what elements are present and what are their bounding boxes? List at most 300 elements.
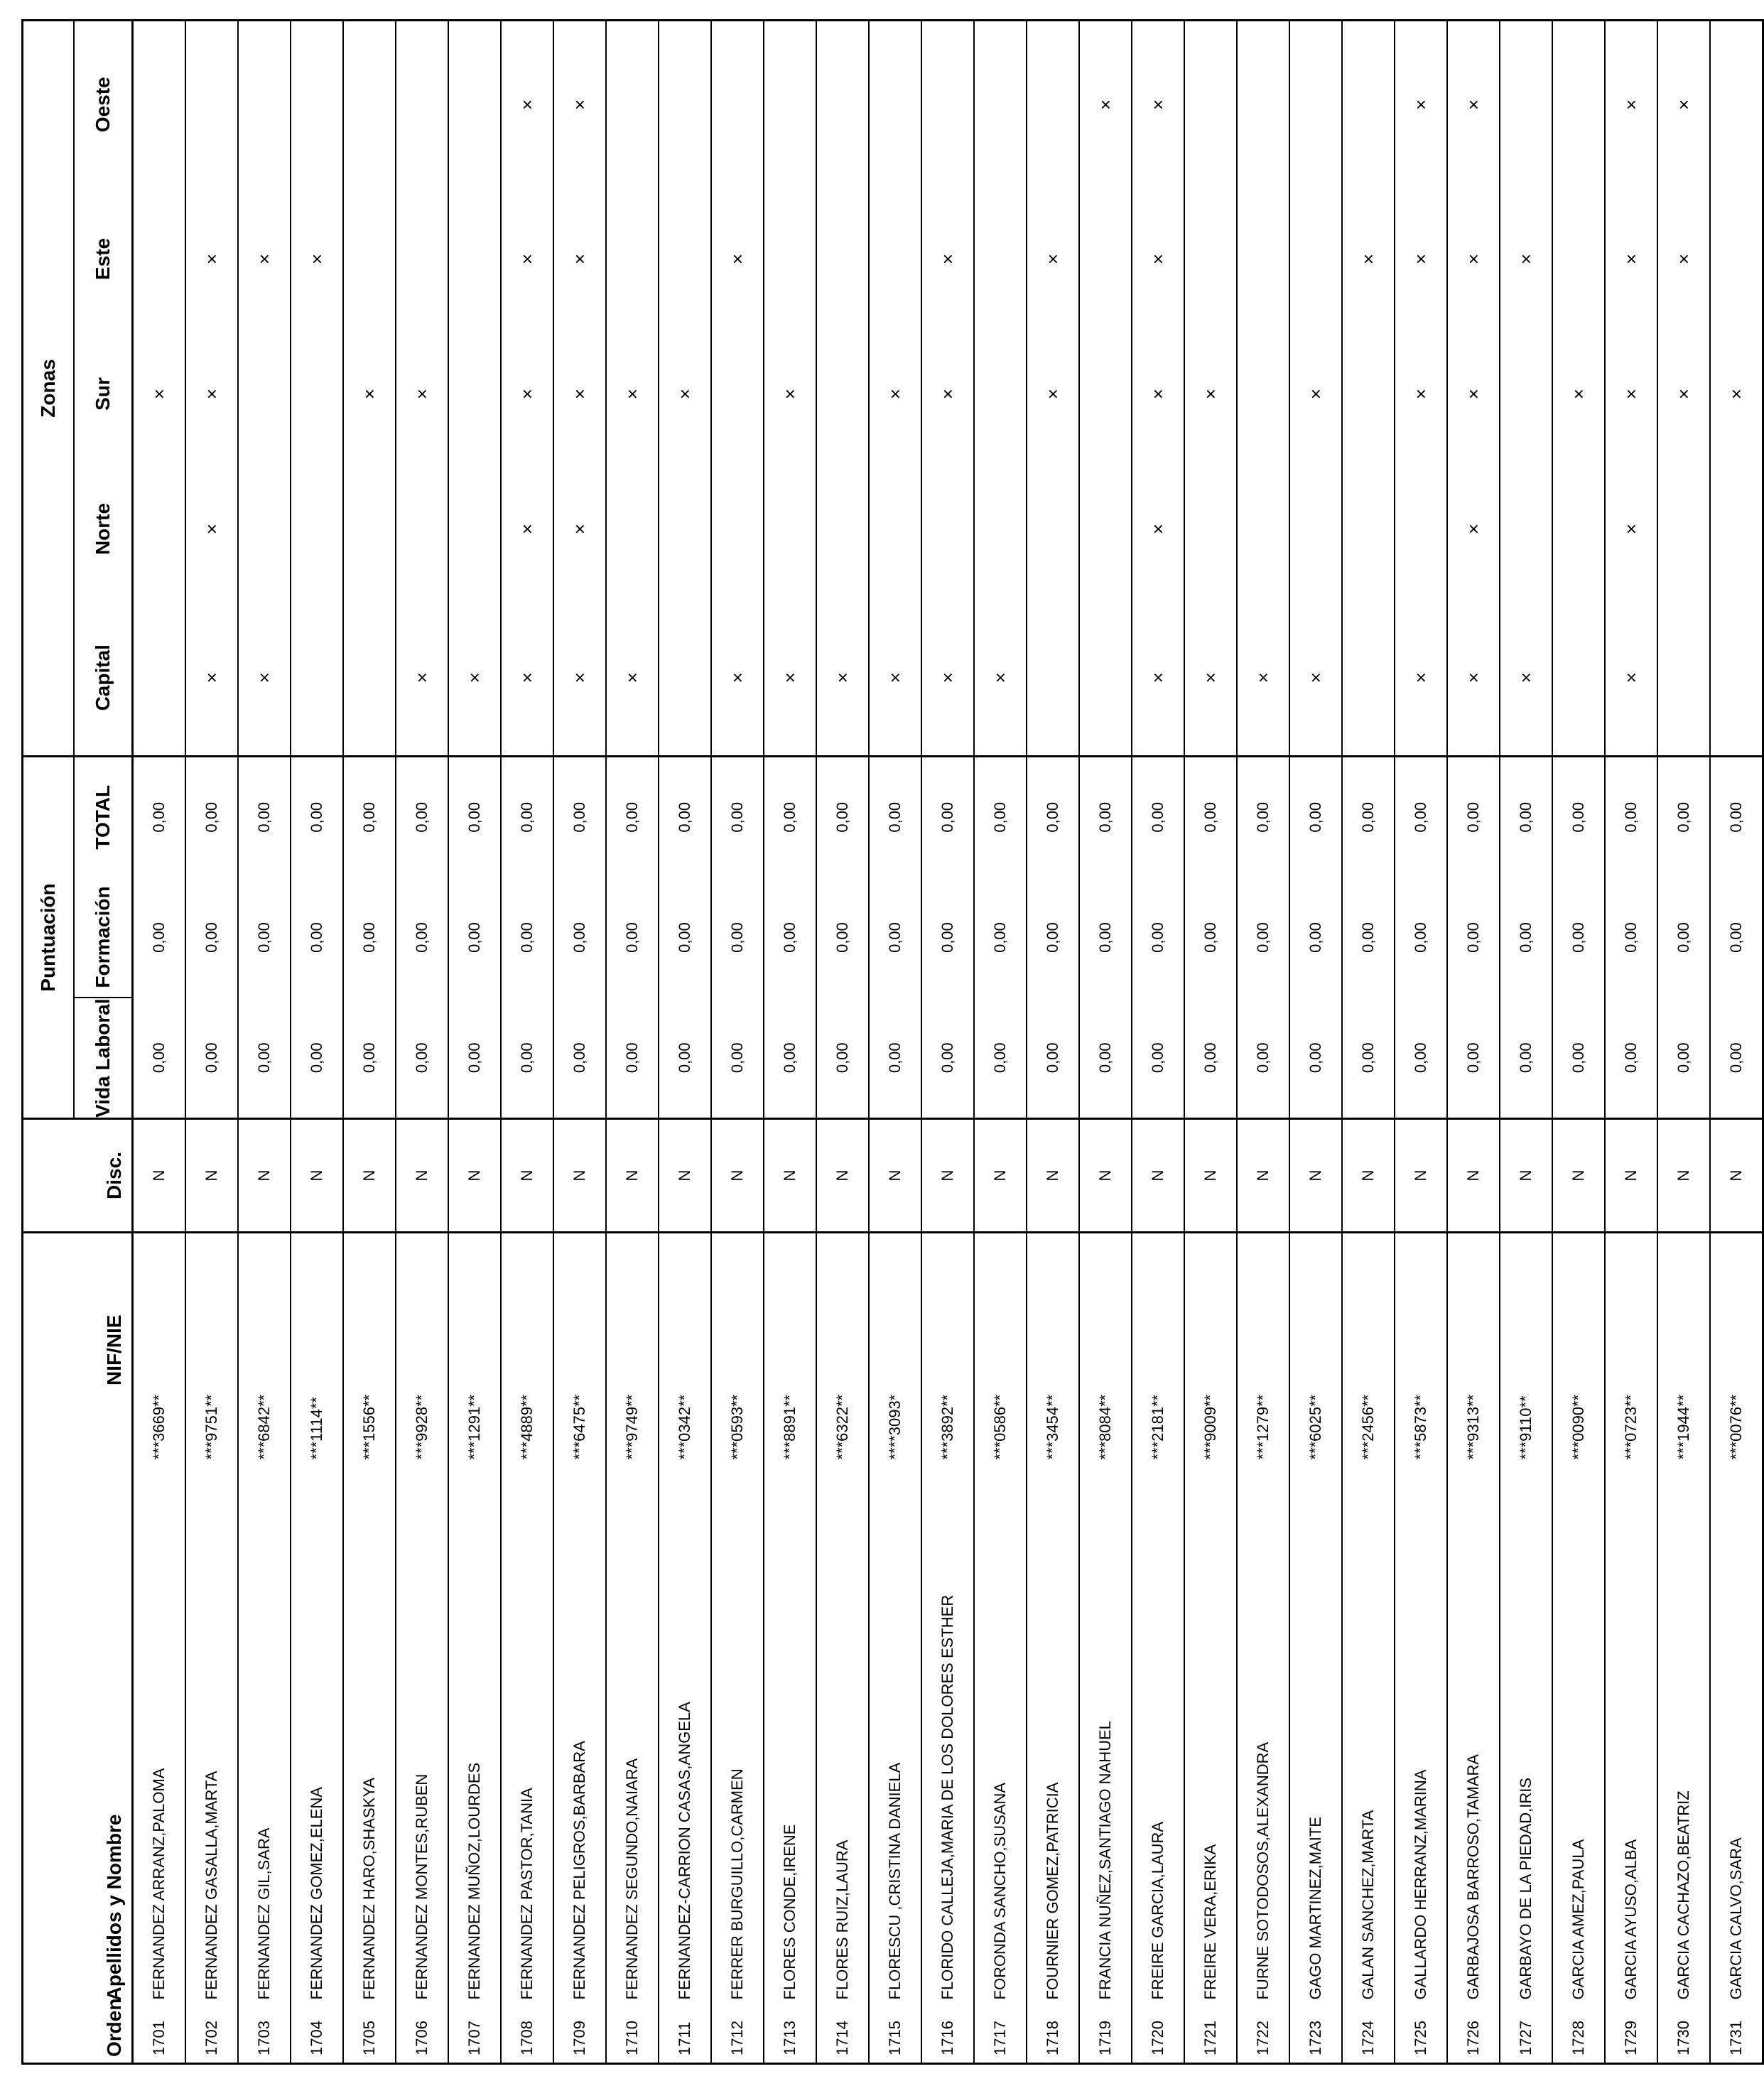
cell-nif: ***6475** [553,1233,606,1467]
cell-nif: ***9110** [1500,1233,1552,1467]
cell-sur: × [1395,330,1447,458]
cell-total: 0,00 [869,756,921,877]
cell-orden: 1714 [816,2007,869,2064]
cell-vida-laboral: 0,00 [1184,998,1237,1119]
cell-sur: × [185,330,238,458]
cell-disc: N [764,1119,816,1233]
cell-nif: ***1279** [1237,1233,1289,1467]
cell-formacion: 0,00 [291,877,343,998]
table-row [448,20,501,2063]
cell-este: × [1447,188,1500,330]
cell-norte: × [1447,458,1500,600]
cell-orden: 1731 [1710,2007,1763,2064]
cell-formacion: 0,00 [1132,877,1184,998]
cell-disc: N [1657,1119,1710,1233]
cell-nombre: FRANCIA NUÑEZ,SANTIAGO NAHUEL [1079,1467,1132,2007]
cell-norte [1710,458,1763,600]
cell-nif: ***9751** [185,1233,238,1467]
cell-nombre: GARCIA CALVO,SARA [1710,1467,1763,2007]
cell-este [1079,188,1132,330]
cell-norte: × [1605,458,1657,600]
cell-orden: 1718 [1027,2007,1079,2064]
cell-nif: ***3892** [921,1233,974,1467]
cell-vida-laboral: 0,00 [501,998,553,1119]
cell-sur: × [1710,330,1763,458]
cell-formacion: 0,00 [1342,877,1395,998]
cell-disc: N [1605,1119,1657,1233]
cell-sur: × [343,330,396,458]
cell-este [974,188,1027,330]
cell-total: 0,00 [238,756,291,877]
cell-capital: × [1605,600,1657,756]
cell-oeste: × [1657,20,1710,188]
cell-norte [448,458,501,600]
cell-nombre: FERRER BURGUILLO,CARMEN [711,1467,764,2007]
cell-vida-laboral: 0,00 [1447,998,1500,1119]
cell-total: 0,00 [659,756,711,877]
cell-oeste: × [1079,20,1132,188]
cell-capital: × [1447,600,1500,756]
cell-capital [133,600,186,756]
cell-vida-laboral: 0,00 [185,998,238,1119]
cell-nif: ***5873** [1395,1233,1447,1467]
cell-capital: × [396,600,448,756]
cell-sur: × [501,330,553,458]
cell-disc: N [1500,1119,1552,1233]
cell-disc: N [1184,1119,1237,1233]
cell-este: × [185,188,238,330]
cell-vida-laboral: 0,00 [1289,998,1342,1119]
cell-capital: × [606,600,659,756]
cell-norte [974,458,1027,600]
cell-vida-laboral: 0,00 [921,998,974,1119]
cell-sur [1079,330,1132,458]
cell-formacion: 0,00 [553,877,606,998]
header-orden: Orden [23,2007,133,2064]
cell-norte [1289,458,1342,600]
cell-nombre: GARCIA AMEZ,PAULA [1552,1467,1605,2007]
cell-nif: ***3454** [1027,1233,1079,1467]
cell-vida-laboral: 0,00 [1710,998,1763,1119]
cell-este: × [291,188,343,330]
table-row [1552,20,1605,2063]
cell-total: 0,00 [185,756,238,877]
cell-sur [1237,330,1289,458]
cell-disc: N [238,1119,291,1233]
cell-formacion: 0,00 [396,877,448,998]
cell-oeste [869,20,921,188]
cell-total: 0,00 [1079,756,1132,877]
cell-este: × [711,188,764,330]
table-row [291,20,343,2063]
cell-vida-laboral: 0,00 [659,998,711,1119]
cell-disc: N [448,1119,501,1233]
cell-capital: × [238,600,291,756]
cell-vida-laboral: 0,00 [1342,998,1395,1119]
table-row [185,20,238,2063]
cell-capital [343,600,396,756]
table-row [396,20,448,2063]
cell-oeste [816,20,869,188]
cell-vida-laboral: 0,00 [396,998,448,1119]
cell-vida-laboral: 0,00 [553,998,606,1119]
cell-norte [1657,458,1710,600]
cell-oeste [1237,20,1289,188]
cell-vida-laboral: 0,00 [448,998,501,1119]
cell-formacion: 0,00 [501,877,553,998]
cell-total: 0,00 [553,756,606,877]
cell-orden: 1704 [291,2007,343,2064]
cell-nombre: GARCIA AYUSO,ALBA [1605,1467,1657,2007]
cell-oeste: × [1132,20,1184,188]
table-row [553,20,606,2063]
cell-orden: 1719 [1079,2007,1132,2064]
cell-nombre: FERNANDEZ PELIGROS,BARBARA [553,1467,606,2007]
cell-formacion: 0,00 [606,877,659,998]
cell-formacion: 0,00 [185,877,238,998]
cell-disc: N [501,1119,553,1233]
cell-disc: N [553,1119,606,1233]
cell-orden: 1703 [238,2007,291,2064]
cell-sur: × [1289,330,1342,458]
table-row [1342,20,1395,2063]
cell-disc: N [396,1119,448,1233]
cell-nombre: FERNANDEZ SEGUNDO,NAIARA [606,1467,659,2007]
cell-formacion: 0,00 [1500,877,1552,998]
cell-este [1184,188,1237,330]
header-apellidos: Apellidos y Nombre [23,1467,133,2007]
cell-orden: 1701 [133,2007,186,2064]
cell-disc: N [606,1119,659,1233]
table-row [764,20,816,2063]
cell-oeste: × [1605,20,1657,188]
cell-orden: 1728 [1552,2007,1605,2064]
cell-nif: ***9749** [606,1233,659,1467]
cell-nif: ***0723** [1605,1233,1657,1467]
cell-orden: 1724 [1342,2007,1395,2064]
header-sur: Sur [74,330,133,458]
table-row [921,20,974,2063]
cell-nombre: FLORIDO CALLEJA,MARIA DE LOS DOLORES ESTHER [921,1467,974,2007]
cell-vida-laboral: 0,00 [343,998,396,1119]
cell-orden: 1707 [448,2007,501,2064]
cell-total: 0,00 [1395,756,1447,877]
cell-nombre: GARCIA CACHAZO,BEATRIZ [1657,1467,1710,2007]
cell-sur [816,330,869,458]
cell-total: 0,00 [711,756,764,877]
cell-orden: 1715 [869,2007,921,2064]
cell-este: × [921,188,974,330]
cell-sur: × [1552,330,1605,458]
cell-este [396,188,448,330]
cell-oeste [396,20,448,188]
cell-total: 0,00 [1447,756,1500,877]
cell-formacion: 0,00 [974,877,1027,998]
cell-sur: × [1027,330,1079,458]
cell-formacion: 0,00 [1395,877,1447,998]
cell-total: 0,00 [1289,756,1342,877]
cell-nombre: FERNANDEZ HARO,SHASKYA [343,1467,396,2007]
table-row [711,20,764,2063]
cell-este: × [1395,188,1447,330]
cell-disc: N [343,1119,396,1233]
cell-vida-laboral: 0,00 [1027,998,1079,1119]
cell-sur: × [1605,330,1657,458]
header-puntuacion: Puntuación [23,756,75,1118]
cell-nif: ***1556** [343,1233,396,1467]
header-zonas: Zonas [23,20,75,756]
cell-formacion: 0,00 [764,877,816,998]
cell-oeste [1342,20,1395,188]
cell-total: 0,00 [501,756,553,877]
cell-nif: ***4889** [501,1233,553,1467]
cell-norte [869,458,921,600]
cell-este [659,188,711,330]
cell-este [1552,188,1605,330]
cell-nombre: FERNANDEZ MONTES,RUBEN [396,1467,448,2007]
cell-oeste [1710,20,1763,188]
cell-sur [238,330,291,458]
cell-disc: N [1395,1119,1447,1233]
cell-sur: × [606,330,659,458]
cell-oeste [1289,20,1342,188]
cell-capital [1342,600,1395,756]
cell-este [1710,188,1763,330]
cell-norte [396,458,448,600]
cell-vida-laboral: 0,00 [764,998,816,1119]
table-row [238,20,291,2063]
cell-capital: × [816,600,869,756]
cell-formacion: 0,00 [343,877,396,998]
table-row [501,20,553,2063]
cell-vida-laboral: 0,00 [1500,998,1552,1119]
cell-nif: ***6842** [238,1233,291,1467]
table-row [869,20,921,2063]
cell-orden: 1717 [974,2007,1027,2064]
cell-norte [1395,458,1447,600]
cell-nombre: FORONDA SANCHO,SUSANA [974,1467,1027,2007]
cell-nombre: GALAN SANCHEZ,MARTA [1342,1467,1395,2007]
cell-nif: ***6025** [1289,1233,1342,1467]
cell-capital [1079,600,1132,756]
cell-nif: ***0090** [1552,1233,1605,1467]
cell-vida-laboral: 0,00 [974,998,1027,1119]
cell-oeste [238,20,291,188]
cell-oeste [764,20,816,188]
cell-vida-laboral: 0,00 [711,998,764,1119]
cell-nif: ***0586** [974,1233,1027,1467]
table-row [133,20,186,2063]
cell-este [1237,188,1289,330]
cell-sur [291,330,343,458]
cell-capital: × [921,600,974,756]
cell-nif: ****3093* [869,1233,921,1467]
cell-orden: 1730 [1657,2007,1710,2064]
cell-sur: × [1657,330,1710,458]
cell-oeste [133,20,186,188]
cell-nif: ***0342** [659,1233,711,1467]
cell-orden: 1713 [764,2007,816,2064]
cell-vida-laboral: 0,00 [816,998,869,1119]
cell-nombre: GAGO MARTINEZ,MAITE [1289,1467,1342,2007]
cell-sur: × [764,330,816,458]
cell-este: × [1132,188,1184,330]
table-row [606,20,659,2063]
cell-sur: × [396,330,448,458]
cell-este: × [553,188,606,330]
cell-orden: 1723 [1289,2007,1342,2064]
cell-capital [1027,600,1079,756]
table-row [1657,20,1710,2063]
cell-capital [659,600,711,756]
cell-disc: N [1027,1119,1079,1233]
cell-total: 0,00 [764,756,816,877]
cell-disc: N [1342,1119,1395,1233]
cell-orden: 1726 [1447,2007,1500,2064]
table-row [1079,20,1132,2063]
cell-disc: N [1710,1119,1763,1233]
cell-disc: N [1552,1119,1605,1233]
cell-capital: × [185,600,238,756]
cell-formacion: 0,00 [1237,877,1289,998]
cell-este: × [501,188,553,330]
cell-nombre: FERNANDEZ PASTOR,TANIA [501,1467,553,2007]
cell-total: 0,00 [1657,756,1710,877]
cell-este [1289,188,1342,330]
cell-oeste: × [501,20,553,188]
cell-disc: N [659,1119,711,1233]
cell-nif: ***1291** [448,1233,501,1467]
cell-vida-laboral: 0,00 [1605,998,1657,1119]
cell-norte [1184,458,1237,600]
header-norte: Norte [74,458,133,600]
cell-disc: N [185,1119,238,1233]
cell-este [816,188,869,330]
cell-este [343,188,396,330]
cell-nombre: FREIRE VERA,ERIKA [1184,1467,1237,2007]
cell-norte [1500,458,1552,600]
table-row [343,20,396,2063]
cell-nombre: FERNANDEZ GASALLA,MARTA [185,1467,238,2007]
cell-sur [1342,330,1395,458]
cell-nombre: FERNANDEZ GIL,SARA [238,1467,291,2007]
cell-norte [1342,458,1395,600]
header-oeste: Oeste [74,20,133,188]
cell-nif: ***8084** [1079,1233,1132,1467]
cell-norte [133,458,186,600]
cell-formacion: 0,00 [921,877,974,998]
cell-formacion: 0,00 [711,877,764,998]
cell-este [764,188,816,330]
cell-oeste [185,20,238,188]
cell-vida-laboral: 0,00 [133,998,186,1119]
candidates-table [21,19,1764,2065]
table-row [1184,20,1237,2063]
cell-oeste [1500,20,1552,188]
cell-total: 0,00 [921,756,974,877]
cell-norte [764,458,816,600]
cell-oeste: × [553,20,606,188]
cell-este [133,188,186,330]
cell-nif: ***9928** [396,1233,448,1467]
cell-disc: N [816,1119,869,1233]
cell-nif: ***2181** [1132,1233,1184,1467]
cell-nif: ***6322** [816,1233,869,1467]
cell-formacion: 0,00 [1447,877,1500,998]
cell-este [448,188,501,330]
cell-formacion: 0,00 [1552,877,1605,998]
cell-formacion: 0,00 [133,877,186,998]
cell-oeste [1027,20,1079,188]
cell-nif: ***1944** [1657,1233,1710,1467]
cell-oeste [974,20,1027,188]
cell-capital [1657,600,1710,756]
table-row [974,20,1027,2063]
cell-orden: 1711 [659,2007,711,2064]
cell-capital: × [553,600,606,756]
cell-total: 0,00 [1132,756,1184,877]
table-body [133,20,1763,2063]
cell-oeste [1552,20,1605,188]
cell-norte: × [553,458,606,600]
table-row [1237,20,1289,2063]
cell-capital: × [764,600,816,756]
cell-nif: ***3669** [133,1233,186,1467]
cell-capital [291,600,343,756]
table-row [1132,20,1184,2063]
cell-total: 0,00 [1027,756,1079,877]
cell-nombre: GARBAJOSA BARROSO,TAMARA [1447,1467,1500,2007]
header-formacion: Formación [74,877,133,998]
cell-formacion: 0,00 [816,877,869,998]
cell-nombre: FERNANDEZ MUÑOZ,LOURDES [448,1467,501,2007]
cell-nombre: FERNANDEZ GOMEZ,ELENA [291,1467,343,2007]
cell-formacion: 0,00 [238,877,291,998]
cell-capital: × [1132,600,1184,756]
cell-formacion: 0,00 [869,877,921,998]
cell-orden: 1722 [1237,2007,1289,2064]
cell-norte [606,458,659,600]
cell-orden: 1702 [185,2007,238,2064]
header-capital: Capital [74,600,133,756]
cell-sur: × [659,330,711,458]
cell-vida-laboral: 0,00 [291,998,343,1119]
cell-vida-laboral: 0,00 [1079,998,1132,1119]
cell-orden: 1705 [343,2007,396,2064]
cell-oeste [606,20,659,188]
cell-norte [1027,458,1079,600]
cell-capital: × [1184,600,1237,756]
header-disc: Disc. [23,1119,133,1233]
cell-orden: 1706 [396,2007,448,2064]
table-row [1710,20,1763,2063]
cell-total: 0,00 [1552,756,1605,877]
cell-capital: × [448,600,501,756]
cell-oeste [921,20,974,188]
cell-este [869,188,921,330]
cell-nombre: FLORES CONDE,IRENE [764,1467,816,2007]
cell-formacion: 0,00 [1657,877,1710,998]
cell-sur: × [869,330,921,458]
cell-oeste [448,20,501,188]
cell-total: 0,00 [816,756,869,877]
header-total: TOTAL [74,756,133,877]
cell-sur: × [1184,330,1237,458]
cell-nombre: FERNANDEZ-CARRION CASAS,ANGELA [659,1467,711,2007]
cell-sur: × [1132,330,1184,458]
cell-nif: ***9009** [1184,1233,1237,1467]
cell-este: × [1027,188,1079,330]
